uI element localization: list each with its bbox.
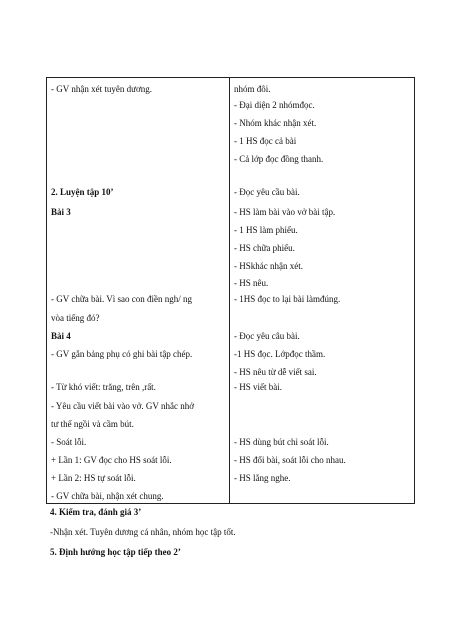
- text-line: - GV gắn bảng phụ có ghi bài tập chép.: [51, 349, 193, 359]
- lesson-table: [46, 77, 415, 504]
- text-line: - GV chữa bài. Vì sao con điền ngh/ ng: [51, 294, 193, 304]
- text-line: nhóm đôi.: [234, 84, 271, 94]
- section-heading: 4. Kiểm tra, đánh giá 3’: [50, 507, 142, 517]
- text-line: - 1HS đọc to lại bài làmđúng.: [234, 294, 341, 304]
- text-line: - Cả lớp đọc đồng thanh.: [234, 154, 324, 164]
- text-line: - HS lắng nghe.: [234, 473, 291, 483]
- text-line: - 1 HS làm phiếu.: [234, 225, 298, 235]
- text-line: 2. Luyện tập 10’: [51, 187, 114, 197]
- text-line: - HSkhác nhận xét.: [234, 261, 303, 271]
- text-line: - HS đổi bài, soát lỗi cho nhau.: [234, 455, 346, 465]
- student-column: [230, 78, 415, 504]
- student-activities: [230, 78, 414, 503]
- text-line: - Đọc yêu cầu bài.: [234, 187, 300, 197]
- text-line: - HS nêu.: [234, 278, 269, 288]
- text-line: - Đại diện 2 nhómđọc.: [234, 100, 315, 110]
- text-line: - HS dùng bút chì soát lỗi.: [234, 437, 329, 447]
- text-line: - Yêu cầu viết bài vào vở. GV nhắc nhở: [51, 401, 194, 411]
- text-line: + Lần 2: HS tự soát lỗi.: [51, 473, 136, 483]
- text-line: tư thế ngồi và cầm bút.: [51, 419, 134, 429]
- text-line: + Lần 1: GV đọc cho HS soát lỗi.: [51, 455, 172, 465]
- text-line: - Đọc yêu câu bài.: [234, 331, 300, 341]
- text-line: - HS viết bài.: [234, 382, 282, 392]
- text-line: - GV nhận xét tuyên dương.: [51, 84, 152, 94]
- text-line: - HS chữa phiếu.: [234, 243, 295, 253]
- section-heading: 5. Định hướng học tập tiếp theo 2’: [50, 547, 181, 557]
- text-line: - HS nêu từ dễ viết sai.: [234, 367, 317, 377]
- text-line: - 1 HS đọc cả bài: [234, 136, 297, 146]
- teacher-column: [47, 78, 230, 504]
- text-line: Bài 3: [51, 207, 71, 217]
- text-line: - Từ khó viết: trăng, trên ,rất.: [51, 382, 156, 392]
- text-line: - Nhóm khác nhận xét.: [234, 118, 317, 128]
- text-line: Bài 4: [51, 331, 71, 341]
- text-line: - HS làm bài vào vở bài tập.: [234, 207, 336, 217]
- text-line: - Soát lỗi.: [51, 437, 87, 447]
- text-line: -Nhận xét. Tuyên dương cá nhân, nhóm học tập tốt.: [50, 527, 236, 537]
- text-line: vòa tiếng đó?: [51, 313, 100, 323]
- text-line: -1 HS đọc. Lớpđọc thầm.: [234, 349, 326, 359]
- teacher-activities: [47, 78, 229, 503]
- text-line: - GV chữa bài, nhận xét chung.: [51, 491, 164, 501]
